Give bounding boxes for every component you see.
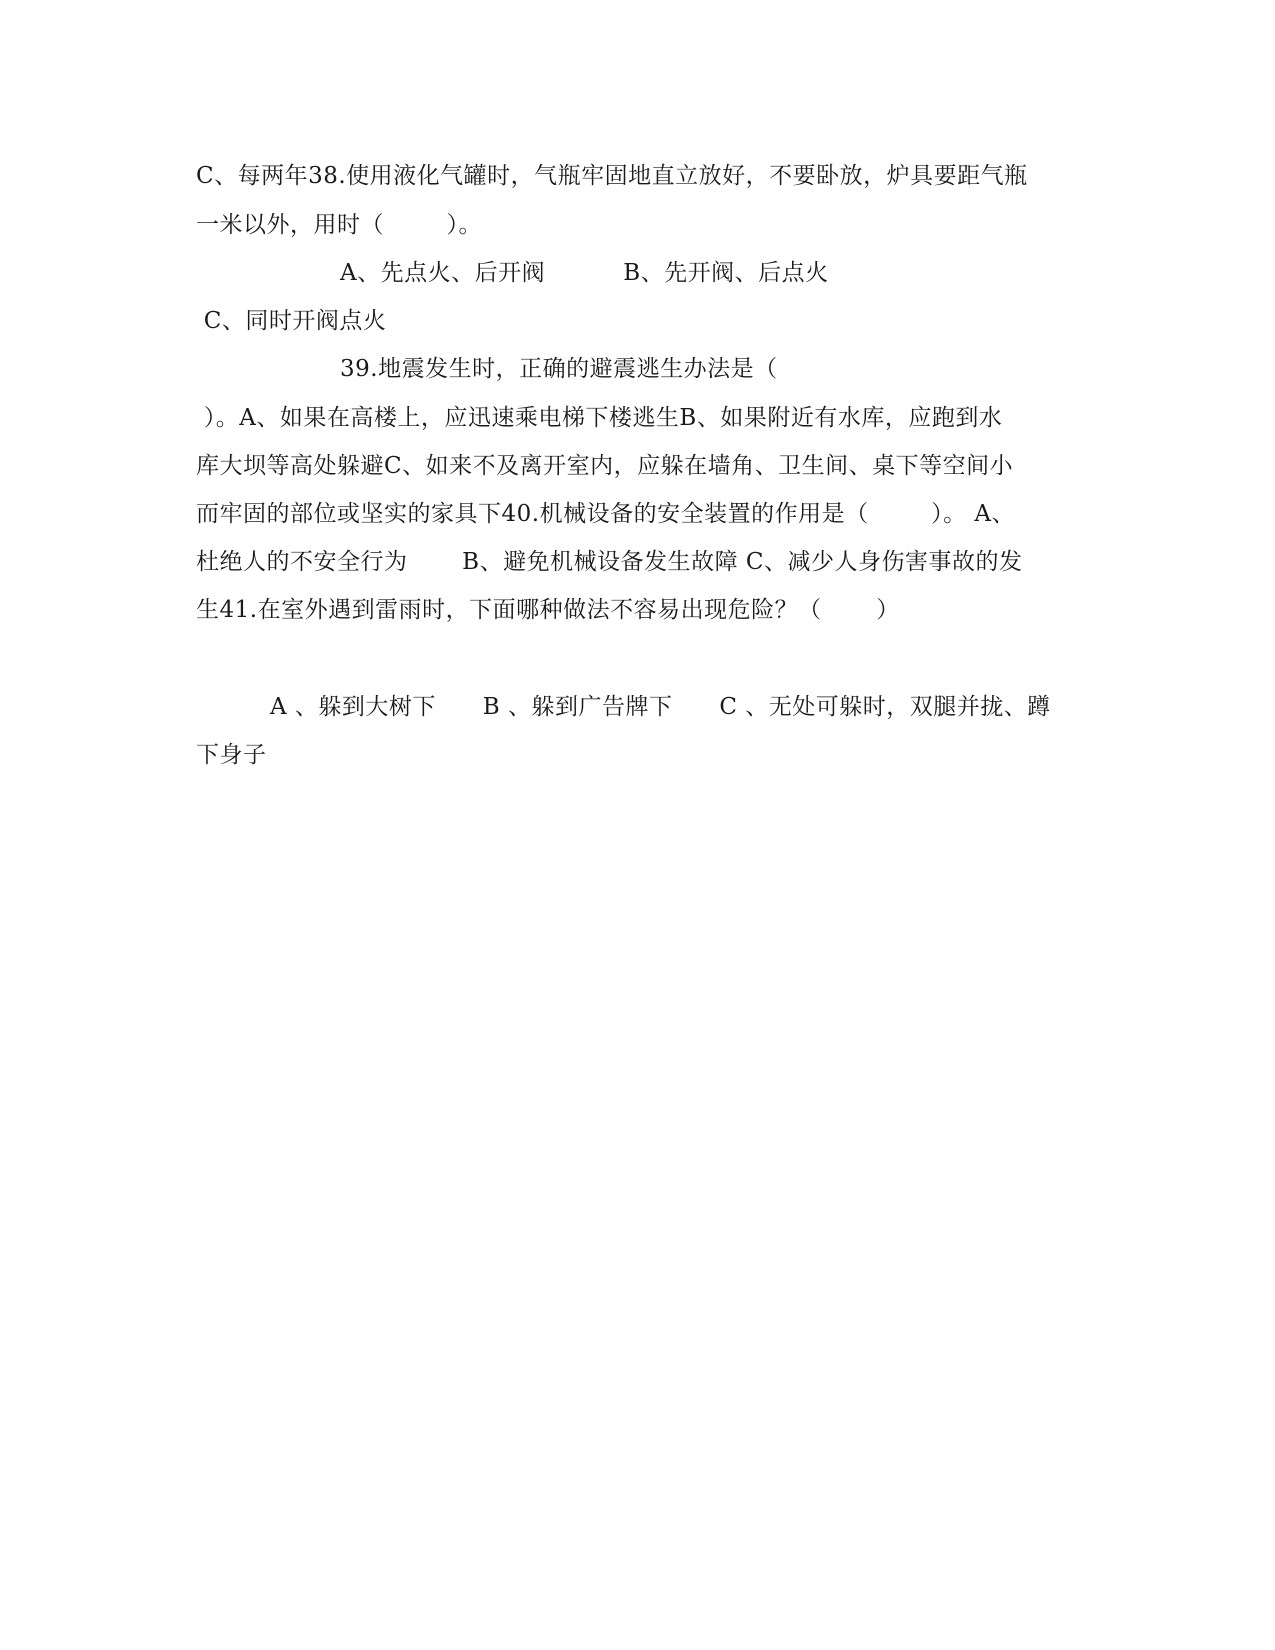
text-line-3: A、先点火、后开阀 B、先开阀、后点火: [340, 260, 829, 286]
text-line-7: 库大坝等高处躲避C、如来不及离开室内，应躲在墙角、卫生间、桌下等空间小: [196, 453, 1014, 479]
text-line-9: 杜绝人的不安全行为 B、避免机械设备发生故障 C、减少人身伤害事故的发: [196, 549, 1023, 575]
text-line-11: A 、躲到大树下 B 、躲到广告牌下 C 、无处可躲时，双腿并拢、蹲: [270, 694, 1051, 720]
text-line-10: 生41.在室外遇到雷雨时，下面哪种做法不容易出现危险？（ ）: [196, 597, 900, 623]
text-line-2: 一米以外，用时（ ）。: [196, 212, 482, 238]
text-line-4: C、同时开阀点火: [196, 308, 387, 334]
text-line-8: 而牢固的部位或坚实的家具下40.机械设备的安全装置的作用是（ ）。 A、: [196, 501, 1015, 527]
text-line-1: C、每两年38.使用液化气罐时，气瓶牢固地直立放好，不要卧放，炉具要距气瓶: [196, 163, 1028, 189]
text-line-6: ）。A、如果在高楼上，应迅速乘电梯下楼逃生B、如果附近有水库，应跑到水: [196, 405, 1003, 431]
text-line-5: 39.地震发生时，正确的避震逃生办法是（: [340, 356, 778, 382]
text-line-12: 下身子: [196, 742, 267, 768]
